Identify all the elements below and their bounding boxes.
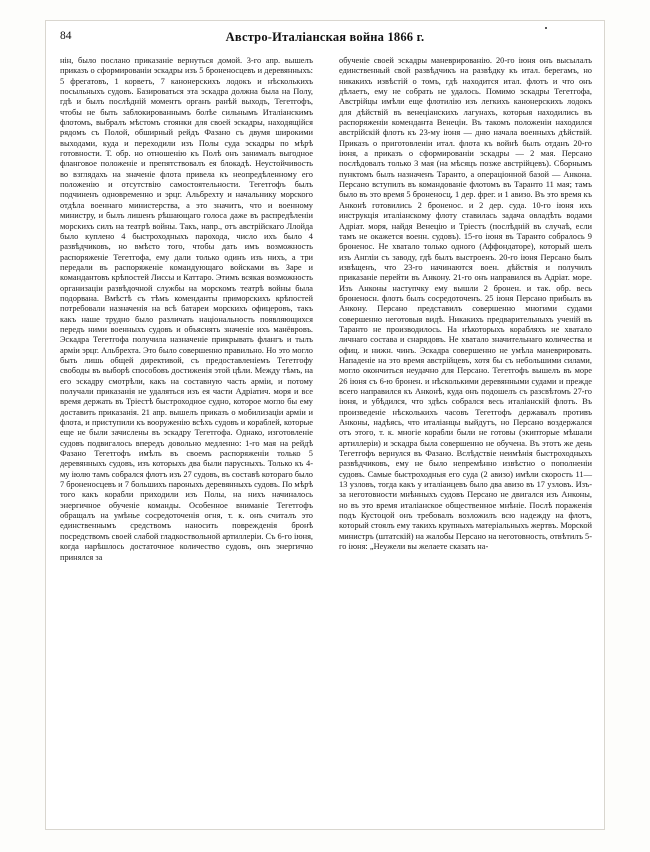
paragraph: нін, было послано приказаніе вернуться домой. 3-го апр. вышелъ приказъ о сформированіи эскадры изъ 5 броненосцевъ и деревянныхъ: 5 фрегатовъ, 1 корветъ, 7 канонерскихъ лодокъ и нѣсколькихъ посыльныхъ судовъ. Базироваться эта эскадра должна была на Полу, гдѣ и былъ послѣдній моментъ органъ ранѣй выходъ, Тегетгофъ, чтобы не быть заблокированнымъ болѣе сильнымъ Италіанскимъ флотомъ, выбралъ мѣстомъ стоянки для своей эскадры, находящійся рядомъ съ Полой, обширный рейдъ Фазано съ двумя широкими выходами, куда и переходили изъ Полы суда эскадры по мѣрѣ готовности. Т. обр. но отношенію къ Полѣ онъ занималъ выгодное фланговое положеніе и препятствовалъ ея блокадѣ. Неустойчивость во взглядахъ на значеніе флота привела къ неопредѣленному его положенію и отсутствію самостоятельности. Тегетгофъ былъ подчиненъ одновременно и эрцг. Альбрехту и начальнику морского отдѣла военнаго министерства, а это значитъ, что и военному министру, и былъ лишенъ рѣшающаго голоса даже въ распредѣленіи морскихъ силъ на театрѣ войны. Такъ, напр., отъ австрійскаго Ллойда было куплено 4 быстроходныхъ парохода, число ихъ было 4 развѣдчиковъ, но вмѣсто того, чтобы дать имъ возможность распоряженіе Тегетгофа, ему дали только одинъ изъ нихъ, а три передали въ распоряженіе командующаго войсками въ Заре и командантовъ крѣпостей Лиссы и Каттаро. Этимъ всякая возможность организаціи развѣдочной службы на морскомъ театрѣ войны была подорвана. Вмѣстѣ съ тѣмъ коменданты приморскихъ крѣпостей потребовали назначенія на всѣ батареи морскихъ офицеровъ, такъ какъ наше трудно было различать національность появляющихся передъ ними военныхъ судовъ и объяснять значеніе ихъ манёвровъ. Эскадра Тегетгофа получила назначеніе прикрывать флангъ и тылъ арміи эрцг. Альбрехта. Это было совершенно правильно. Но это могло быть лишь общей директивой, съ предоставленіемъ Тегетгофу свободы въ выборѣ способовъ достиженія этой цѣли. Между тѣмъ, на его эскадру смотрѣли, какъ на составную часть арміи, и потому получали приказанія не удаляться изъ ея части Адріатич. моря и все время держать въ Тріестѣ быстроходное судно, которое могло бы ему доставить приказанія. 21 апр. вышелъ приказъ о мобилизаціи арміи и флота, и приступили къ вооруженію всѣхъ судовъ и кораблей, которые еще не были зачислены въ эскадру Тегетгофа. Однако, изготовленіе судовъ подвигалось впередъ довольно медленно: 1-го мая на рейдѣ Фазано Тегетгофъ имѣлъ въ своемъ распоряженіи только 5 деревянныхъ судовъ, изъ которыхъ два были парусныхъ. Только къ 4-му іюлю тамъ собрался флотъ изъ 27 судовъ, въ составѣ котораго было 7 броненосцевъ и 7 большихъ пароныхъ деревянныхъ судовъ. По мѣрѣ того какъ корабли приходили изъ Полы, на нихъ начиналось энергичное обученіе команды. Особенное вниманіе Тегетгофъ обращалъ на умѣнье сосредоточенія огня, т. к. онъ считалъ это единственнымъ средствомъ наносить поврежденія бронѣ посредствомъ своей слабой гладкоствольной артиллеріи. Съ 6-го іюня, когда нарѣшлось достаточное количество судовъ, онъ энергично принялся за xyxy=(60,56,314,562)
page-header xyxy=(60,30,590,48)
running-title: Австро-Италіанская война 1866 г. xyxy=(225,30,425,44)
text-columns xyxy=(60,56,592,812)
paragraph: обученіе своей эскадры маневрированію. 20-го іюня онъ высылалъ единственный свой развѣдчикъ на развѣдку къ итал. берегамъ, но никакихъ извѣстій о томъ, гдѣ находится итал. флотъ и что онъ дѣлаетъ, ему не собрать не удалось. Помимо эскадры Тегетгофа, Австрійцы имѣли еще флотилію изъ легкихъ канонерскихъ лодокъ для дѣйствій въ венеціанскихъ лагунахъ, которыя находились въ распоряженіи коменданта Венеціи. Въ такомъ положеніи находился австрійскій флотъ къ 23-му іюня — дню начала военныхъ дѣйствій. Приказъ о приготовленіи итал. флота къ войнѣ былъ отданъ 20-го іюня, а приказъ о сформированіи эскадры — 2 мая. Персано послѣдовалъ только 3 мая (на мѣсяцъ позже австрійцевъ). Сборнымъ пунктомъ былъ назначенъ Таранто, а операціонной базой — Анкона. Персано вступилъ въ командованіе флотомъ въ Таранто 11 мая; тамъ было въ это время 5 броненосц, 1 дер. фрег. и 1 авизо. Въ это время къ Анконѣ готовились 2 броненос. и 2 дер. суда. 10-го іюня ихъ инструкція италіанскому флоту ставилась задача овладѣть водами Адріат. моря, найдя Венецію и Тріестъ (послѣдній въ случаѣ, если тамъ не окажется военн. судовъ). 15-го іюня въ Таранто собралось 9 броненос. Не хватало только одного (Аффондаторе), который шелъ изъ Англіи съ заводу, гдѣ былъ выстроенъ. 20-го іюня Персано былъ извѣщенъ, что 23-го начинаются воен. дѣйствія и получилъ приказаніе перейти въ Анкону. 21-го онъ направился въ Адріат. море. Изъ Анконы наступчку ему вышли 2 бронен. и так. обр. весь броненосн. флотъ былъ сосредоточенъ. 25 іюня Персано прибылъ въ Анкону. Персано представилъ совершенно многими судами совершенно неготовыя видѣ. Никакихъ предварительныхъ ученій въ Таранто не производилось. На нѣкоторыхъ корабляхъ не хватало личнаго состава и снарядовъ. Не хватало значительнаго количества и офиц. и нижн. чинъ. Эскадра совершенно не умѣла маневрировать. Нападеніе на это время австрійцевъ, хотя бы съ небольшими силами, могло окончиться неудачно для Персано. Тегетгофъ вышелъ въ море 26 іюня съ 6-ю бронен. и нѣсколькими деревянными судами и прежде всего направился къ Анконѣ, куда онъ подошелъ съ разсвѣтомъ 27-го іюня, и убѣдился, что здѣсь собрался весь италіанскій флотъ. Въ произведеніе нѣсколькихъ часовъ Тегетгофъ державалъ противъ Анконы, надѣясь, что италіанцы выйдутъ, но Персано воздержался отъ этого, т. к. многіе корабли были не готовы (экипторые мѣшали артиллеріи) и эскадра была совершенно не обучена. Въ этотъ же день Тегетгофъ вернулся въ Фазано. Вслѣдствіе неимѣнія быстроходныхъ развѣдчиковъ, ему не было непремѣнно извѣстно о пополненіи судовъ. Самые быстроходныя его суда (2 авизо) имѣли скорость 11—13 узловъ, тогда какъ у италіанцевъ было два авизо въ 17 узловъ. Изъ-за неготовности мнѣнныхъ судовъ Персано не двигался изъ Анконы, но въ это время италіанское общественное мнѣніе. Послѣ пораженія подъ Кустоцой онъ требовалъ возложилъ всю надежду на флотъ, который стоялъ ему такихъ крупныхъ матеріальныхъ жертвъ. Морской министръ (штатскій) на жалобы Персано на неготовность, отвѣтилъ 5-го іюня: „Неужели вы желаете сказать на- xyxy=(339,56,592,552)
ink-speck xyxy=(545,27,547,29)
left-column xyxy=(60,56,313,812)
right-column xyxy=(339,56,592,812)
page-number: 84 xyxy=(60,30,72,42)
